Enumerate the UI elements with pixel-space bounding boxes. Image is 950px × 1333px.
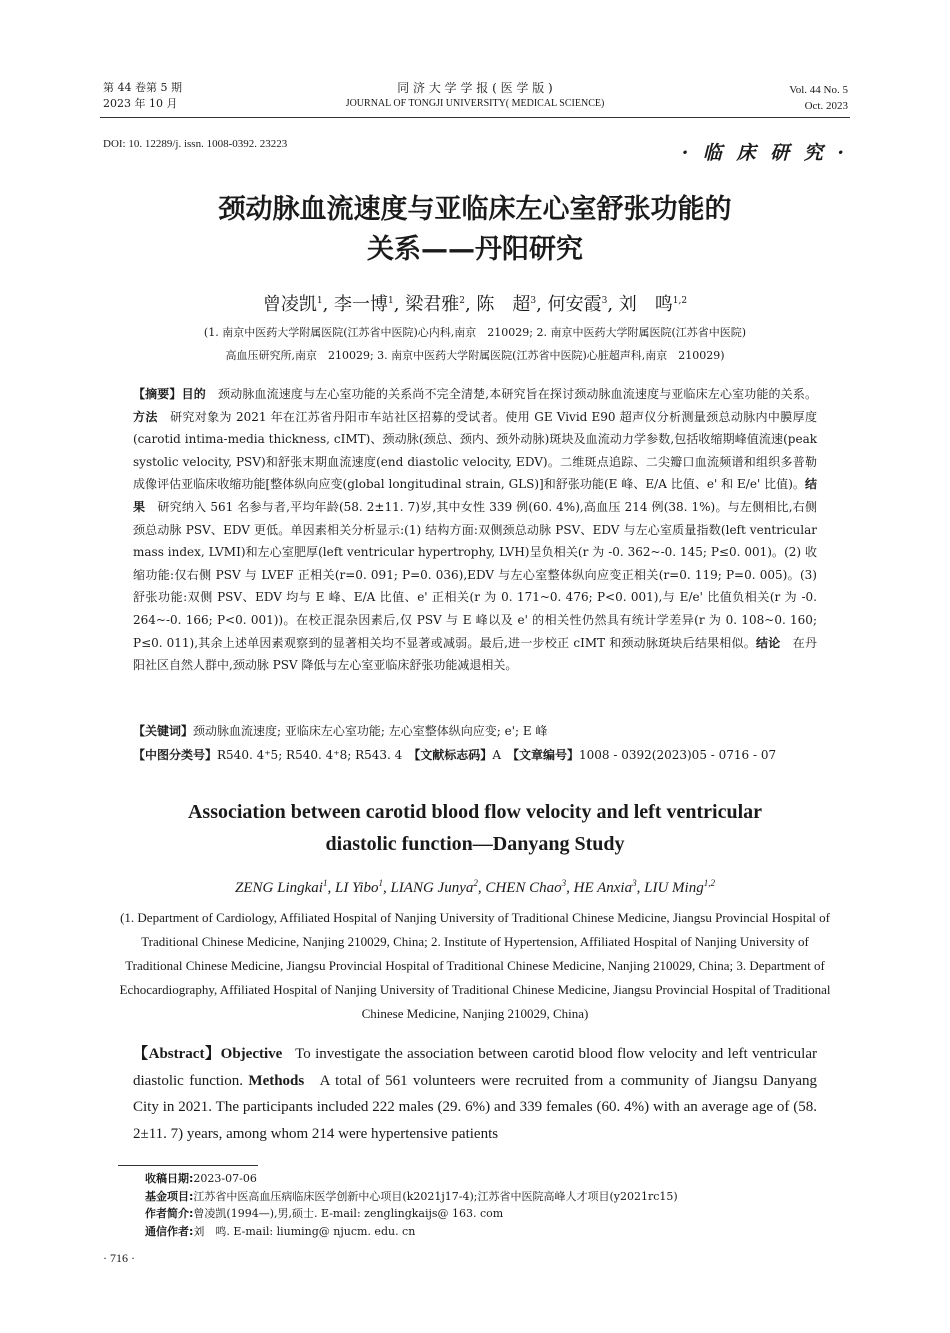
authors-en: ZENG Lingkai$^1$, LI Yibo$^1$, LIANG Junya$^2$, CHEN Chao$^3$, HE Anxia$^3$, LIU Ming$^{1,2}$ — [235, 878, 715, 896]
objective-en-label: Objective — [220, 1046, 283, 1062]
footnote-funding: 基金项目:江苏省中医高血压病临床医学创新中心项目(k2021j17-4);江苏省中医院高峰人才项目(y2021rc15) — [145, 1189, 678, 1203]
header-vol-zh: 第 44 卷第 5 期 — [103, 81, 182, 94]
header-date-en: Oct. 2023 — [804, 100, 848, 112]
header-vol-en: Vol. 44 No. 5 — [789, 84, 848, 96]
title-en — [100, 796, 850, 860]
title-zh-line-1: 颈动脉血流速度与亚临床左心室舒张功能的 — [218, 194, 732, 225]
footnote-rule — [118, 1165, 258, 1166]
header-journal — [300, 80, 650, 112]
header-journal-en: JOURNAL OF TONGJI UNIVERSITY( MEDICAL SCIENCE) — [345, 98, 605, 109]
author-zh: 何安霞$^3$ — [547, 294, 608, 315]
author-en: LIU Ming$^{1,2}$ — [644, 878, 715, 896]
keywords-block — [133, 719, 817, 767]
author-zh: 李一博$^1$ — [334, 294, 394, 315]
objective-zh: 颈动脉血流速度与左心室功能的关系尚不完全清楚,本研究旨在探讨颈动脉血流速度与亚临床左心室功能的关系。 — [218, 387, 817, 401]
footnote-corresponding: 通信作者:刘 鸣. E-mail: liuming@ njucm. edu. cn — [145, 1224, 416, 1238]
author-zh: 曾凌凯$^1$ — [262, 294, 323, 315]
author-en: HE Anxia$^3$ — [573, 878, 637, 896]
author-en: LIANG Junya$^2$ — [390, 878, 478, 896]
header-date-zh: 2023 年 10 月 — [103, 97, 178, 110]
header-journal-zh: 同 济 大 学 学 报 ( 医 学 版 ) — [397, 81, 553, 95]
affiliation-zh-line: (1. 南京中医药大学附属医院(江苏省中医院)心内科,南京 210029; 2. 南京中医药大学附属医院(江苏省中医院) — [203, 326, 747, 339]
author-en: LI Yibo$^1$ — [334, 878, 383, 896]
title-zh — [100, 190, 850, 270]
abstract-en-label: 【Abstract】 — [133, 1046, 221, 1062]
page-number: · 716 · — [103, 1251, 135, 1265]
section-tag: · 临 床 研 究 · — [681, 142, 848, 164]
title-en-line-1: Association between carotid blood flow velocity and left ventricular — [187, 801, 762, 823]
conclusion-zh-label: 结论 — [756, 635, 781, 650]
methods-en: A total of 561 volunteers were recruited from a community of Jiangsu Danyang City in 2021. The participants included 222 males (29. 6%) and 339 females (60. 4%) with an average age of (58. 2±11. 7) years, among whom 214 were hypertensive patients — [133, 1072, 818, 1142]
abstract-zh — [133, 383, 817, 677]
methods-en-label: Methods — [248, 1072, 305, 1089]
author-zh: 陈 超$^3$ — [476, 294, 537, 315]
header-rule — [100, 117, 850, 118]
abstract-en — [133, 1041, 817, 1147]
keywords: 【关键词】颈动脉血流速度; 亚临床左心室功能; 左心室整体纵向应变; e'; E 峰 — [133, 724, 548, 738]
abstract-zh-label: 【摘要】 — [133, 387, 182, 401]
author-zh: 刘 鸣$^{1,2}$ — [618, 294, 688, 315]
results-zh-label: 结果 — [133, 477, 817, 514]
affiliations-en: (1. Department of Cardiology, Affiliated Hospital of Nanjing University of Traditional Chinese Medicine, Jiangsu Provincial Hospital of Traditional Chinese Medicine, Nanjing 210029, China; 2. Institute of Hypertension, Affiliated Hospital of Nanjing University of Traditional Chinese Medicine, Jiangsu Provincial Hospital of Traditional Chinese Medicine, Nanjing 210029, China; 3. Department of Echocardiography, Affiliated Hospital of Nanjing University of Traditional Chinese Medicine, Jiangsu Provincial Hospital of Traditional Chinese Medicine, Nanjing 210029, China) — [119, 910, 831, 1021]
author-en: ZENG Lingkai$^1$ — [235, 878, 328, 896]
header-volume-zh — [103, 80, 182, 112]
affiliation-zh-line: 高血压研究所,南京 210029; 3. 南京中医药大学附属医院(江苏省中医院)心脏超声科,南京 210029) — [225, 349, 725, 362]
footnotes — [145, 1170, 845, 1240]
methods-zh: 研究对象为 2021 年在江苏省丹阳市车站社区招募的受试者。使用 GE Vivid E90 超声仪分析测量颈总动脉内中膜厚度(carotid intima-media thickness, cIMT)、颈动脉(颈总、颈内、颈外动脉)斑块及血流动力学参数,包括收缩期峰值流速(peak systolic velocity, PSV)和舒张末期血流速度(end diastolic velocity, EDV)。二维斑点追踪、二尖瓣口血流频谱和组织多普勒成像评估亚临床收缩功能[整体纵向应变(global longitudinal strain, GLS)]和舒张功能(E 峰、E/A 比值、e' 和 E/e' 比值)。 — [133, 409, 817, 492]
results-zh: 研究纳入 561 名参与者,平均年龄(58. 2±11. 7)岁,其中女性 339 例(60. 4%),高血压 214 例(38. 1%)。与左侧相比,右侧颈总动脉 PSV、EDV 更低。单因素相关分析显示:(1) 结构方面:双侧颈总动脉 PSV、EDV 与左心室质量指数(left ventricular mass index, LVMI)和左心室肥厚(left ventricular hypertrophy, LVH)呈负相关(r 为 -0. 362~-0. 145; P≤0. 001)。(2) 收缩功能:仅右侧 PSV 与 LVEF 正相关(r=0. 091; P=0. 036),EDV 与左心室整体纵向应变正相关(r=0. 119; P=0. 005)。(3) 舒张功能:双侧 PSV、EDV 均与 E 峰、E/A 比值、e' 正相关(r 为 0. 171~0. 476; P<0. 001),与 E/e' 比值负相关(r 为 -0. 264~-0. 166; P<0. 001))。在校正混杂因素后,仅 PSV 与 E 峰以及 e' 的相关性仍然具有统计学差异(r 为 0. 108~0. 160; P≤0. 011),其余上述单因素观察到的显著相关均不显著或减弱。最后,进一步校正 cIMT 和颈动脉斑块后结果相似。 — [133, 499, 817, 650]
footnote-author-bio: 作者简介:曾凌凯(1994—),男,硕士. E-mail: zenglingkaijs@ 163. com — [145, 1207, 504, 1220]
conclusion-zh: 在丹阳社区自然人群中,颈动脉 PSV 降低与左心室亚临床舒张功能减退相关。 — [133, 635, 817, 673]
doi: DOI: 10. 12289/j. issn. 1008-0392. 23223 — [103, 138, 288, 150]
title-en-line-2: diastolic function—Danyang Study — [325, 833, 625, 855]
footnote-received: 收稿日期:2023-07-06 — [145, 1172, 257, 1185]
author-en: CHEN Chao$^3$ — [485, 878, 567, 896]
methods-zh-label: 方法 — [133, 409, 158, 424]
author-zh: 梁君雅$^2$ — [405, 294, 465, 315]
affiliations-zh — [120, 321, 830, 367]
objective-en: To investigate the association between carotid blood flow velocity and left ventricular diastolic function. — [133, 1046, 817, 1089]
classification: 【中图分类号】R540. 4⁺5; R540. 4⁺8; R543. 4 【文献标志码】A 【文章编号】1008 - 0392(2023)05 - 0716 - 07 — [133, 748, 777, 762]
objective-zh-label: 目的 — [181, 387, 206, 401]
title-zh-line-2: 关系——丹阳研究 — [367, 234, 583, 265]
authors-zh: 曾凌凯$^1$, 李一博$^1$, 梁君雅$^2$, 陈 超$^3$, 何安霞$^3$, 刘 鸣$^{1,2}$ — [262, 294, 688, 315]
header-volume-en — [789, 82, 848, 114]
